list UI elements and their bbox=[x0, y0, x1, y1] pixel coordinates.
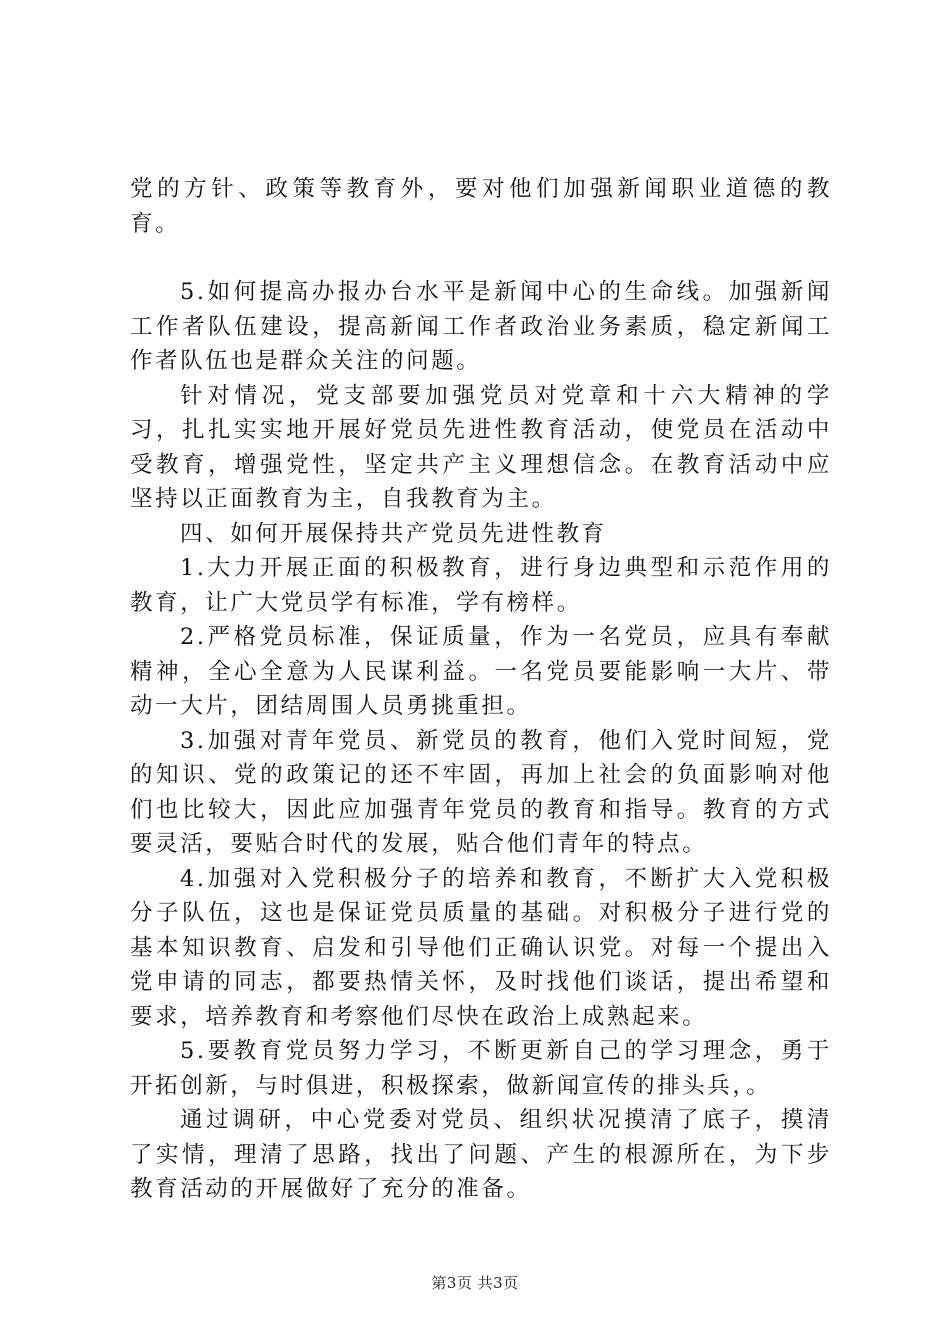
paragraph-item-2: 2.严格党员标准，保证质量，作为一名党员，应具有奉献精神，全心全意为人民谋利益。一名党员要能影响一大片、带动一大片，团结周围人员勇挑重担。 bbox=[130, 624, 832, 719]
paragraph-continuation: 党的方针、政策等教育外，要对他们加强新闻职业道德的教育。 bbox=[130, 176, 832, 237]
paragraph-item-3: 3.加强对青年党员、新党员的教育，他们入党时间短，党的知识、党的政策记的还不牢固，再加上社会的负面影响对他们也比较大，因此应加强青年党员的教育和指导。教育的方式要灵活，要贴合时代的发展，贴合他们青年的特点。 bbox=[130, 727, 832, 857]
paragraph-item-4: 4.加强对入党积极分子的培养和教育，不断扩大入党积极分子队伍，这也是保证党员质量的基础。对积极分子进行党的基本知识教育、启发和引导他们正确认识党。对每一个提出入党申请的同志，都要热情关怀，及时找他们谈话，提出希望和要求，培养教育和考察他们尽快在政治上成熟起来。 bbox=[130, 865, 832, 1030]
paragraph-item-5: 5.要教育党员努力学习，不断更新自己的学习理念，勇于开拓创新，与时俱进，积极探索，做新闻宣传的排头兵，。 bbox=[130, 1038, 832, 1099]
paragraph-point-5-news-level: 5.如何提高办报办台水平是新闻中心的生命线。加强新闻工作者队伍建设，提高新闻工作者政治业务素质，稳定新闻工作者队伍也是群众关注的问题。 bbox=[130, 279, 832, 374]
page-footer bbox=[0, 1273, 950, 1293]
paragraph-party-branch-study: 针对情况，党支部要加强党员对党章和十六大精神的学习，扎扎实实地开展好党员先进性教育活动，使党员在活动中受教育，增强党性，坚定共产主义理想信念。在教育活动中应坚持以正面教育为主，自我教育为主。 bbox=[130, 382, 832, 512]
page-number: 第3页 共3页 bbox=[431, 1274, 519, 1292]
paragraph-item-1: 1.大力开展正面的积极教育，进行身边典型和示范作用的教育，让广大党员学有标准，学有榜样。 bbox=[130, 555, 832, 616]
document-body bbox=[130, 172, 832, 1207]
paragraph-conclusion: 通过调研，中心党委对党员、组织状况摸清了底子，摸清了实情，理清了思路，找出了问题、产生的根源所在，为下步教育活动的开展做好了充分的准备。 bbox=[130, 1107, 832, 1202]
section-heading-four: 四、如何开展保持共产党员先进性教育 bbox=[180, 520, 607, 547]
